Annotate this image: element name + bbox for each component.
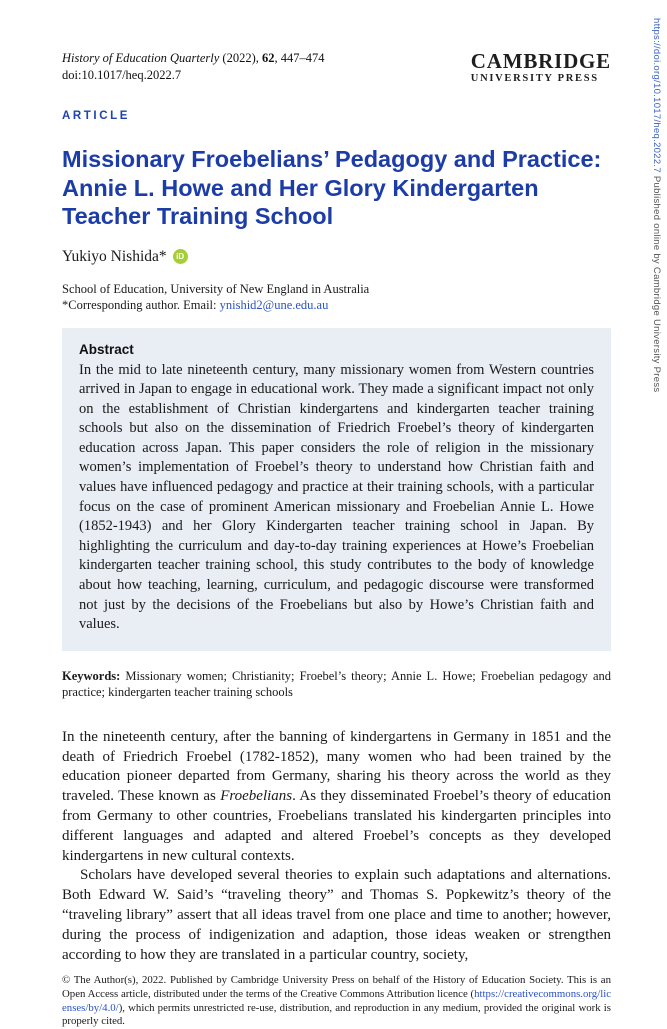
- copyright-text: ), which permits unrestricted re-use, distribution, and reproduction in any medium, provided the original work is properly cited.: [62, 1001, 611, 1028]
- copyright-notice: [62, 974, 611, 1028]
- orcid-icon[interactable]: iD: [173, 249, 188, 264]
- author-line: [62, 248, 611, 266]
- article-body: [62, 728, 611, 966]
- body-paragraph: [62, 728, 611, 867]
- paragraph-text: . As they disseminated Froebel’s theory of education from Germany to other countries, Froebelians translated his kindergarten principles into different languages and adapted and altered Froebel’s concepts as they developed kindergartens in new cultural contexts.: [62, 788, 611, 864]
- author-email-link[interactable]: ynishid2@une.edu.au: [219, 297, 329, 312]
- body-paragraph: Scholars have developed several theories to explain such adaptations and alternations. Both Edward W. Said’s “traveling theory” and Thomas S. Popkewitz’s theory of the “traveling library” assert that all ideas travel from one place and time to another; however, during the process of indigenization and adaption, those ideas weaken or strengthen according to how they are translated in a particular country, society,: [62, 867, 611, 963]
- paragraph-text: In the nineteenth century, after the banning of kindergartens in Germany in 1851 and the death of Friedrich Froebel (1782-1852), many women who had been trained by the education pioneer departed from Germany, sharing his theory across the world as they traveled. These known as: [62, 728, 611, 805]
- correspondence-prefix: *Corresponding author. Email:: [62, 297, 220, 312]
- paragraph-italic-text: Froebelians: [220, 788, 293, 805]
- corresponding-author-line: [62, 297, 611, 313]
- author-name: Yukiyo Nishida*: [62, 247, 167, 265]
- journal-citation: [62, 50, 324, 67]
- copyright-text: © The Author(s), 2022. Published by Cambridge University Press on behalf of the History of Education Society. This is an Open Access article, distributed under the terms of the Creative Commons Attribution licence (: [62, 974, 611, 1000]
- cc-license-link[interactable]: https://creativecommons.org/licenses/by/4.0/: [62, 987, 611, 1014]
- author-affiliation: School of Education, University of New England in Australia: [62, 281, 370, 296]
- article-type-label: ARTICLE: [62, 110, 131, 122]
- page-header: [62, 50, 611, 85]
- keywords-line: [62, 668, 611, 701]
- publisher-subtitle: UNIVERSITY PRESS: [470, 73, 599, 84]
- abstract-heading: Abstract: [79, 341, 134, 357]
- citation-volume: 62: [261, 51, 275, 65]
- citation-pages: , 447–474: [274, 51, 325, 65]
- doi-sidebar: [651, 18, 662, 392]
- keywords-list: Missionary women; Christianity; Froebel’s theory; Annie L. Howe; Froebelian pedagogy and practice; kindergarten teacher training schools: [62, 668, 611, 700]
- citation-block: [62, 50, 324, 84]
- cambridge-university-press-logo: [471, 51, 611, 85]
- doi-line: doi:10.1017/heq.2022.7: [62, 68, 182, 82]
- article-page: [62, 50, 611, 1029]
- article-title: Missionary Froebelians’ Pedagogy and Practice: Annie L. Howe and Her Glory Kindergarten Teacher Training School: [62, 146, 602, 229]
- abstract-box: [62, 328, 611, 651]
- abstract-text: In the mid to late nineteenth century, many missionary women from Western countries arrived in Japan to engage in educational work. They made a significant impact not only on the establishment of Christian kindergartens and kindergarten teacher training schools but also on the dissemination of Friedrich Froebel’s theory of kindergarten education across Japan. This paper considers the role of religion in the missionary women’s implementation of Froebel’s theory to understand how Christian faith and values have influenced pedagogy and practice at their training schools, with a particular focus on the case of prominent American missionary and Froebelian Annie L. Howe (1852-1943) and her Glory Kindergarten teacher training school in Japan. By highlighting the curriculum and day-to-day training experiences at Howe’s Froebelian kindergarten teacher training school, this study contributes to the body of knowledge about how teaching, learning, curriculum, and pedagogic discourse were transformed not just by the decisions of the Froebelians but also by Howe’s Christian faith and values.: [79, 361, 594, 633]
- sidebar-doi-link[interactable]: https://doi.org/10.1017/heq.2022.7: [651, 18, 662, 173]
- publisher-name: CAMBRIDGE: [470, 49, 611, 73]
- journal-title: History of Education Quarterly: [62, 51, 220, 65]
- sidebar-published-note: Published online by Cambridge University Press: [651, 172, 662, 393]
- keywords-label: Keywords:: [62, 668, 121, 683]
- citation-year: (2022),: [219, 51, 262, 65]
